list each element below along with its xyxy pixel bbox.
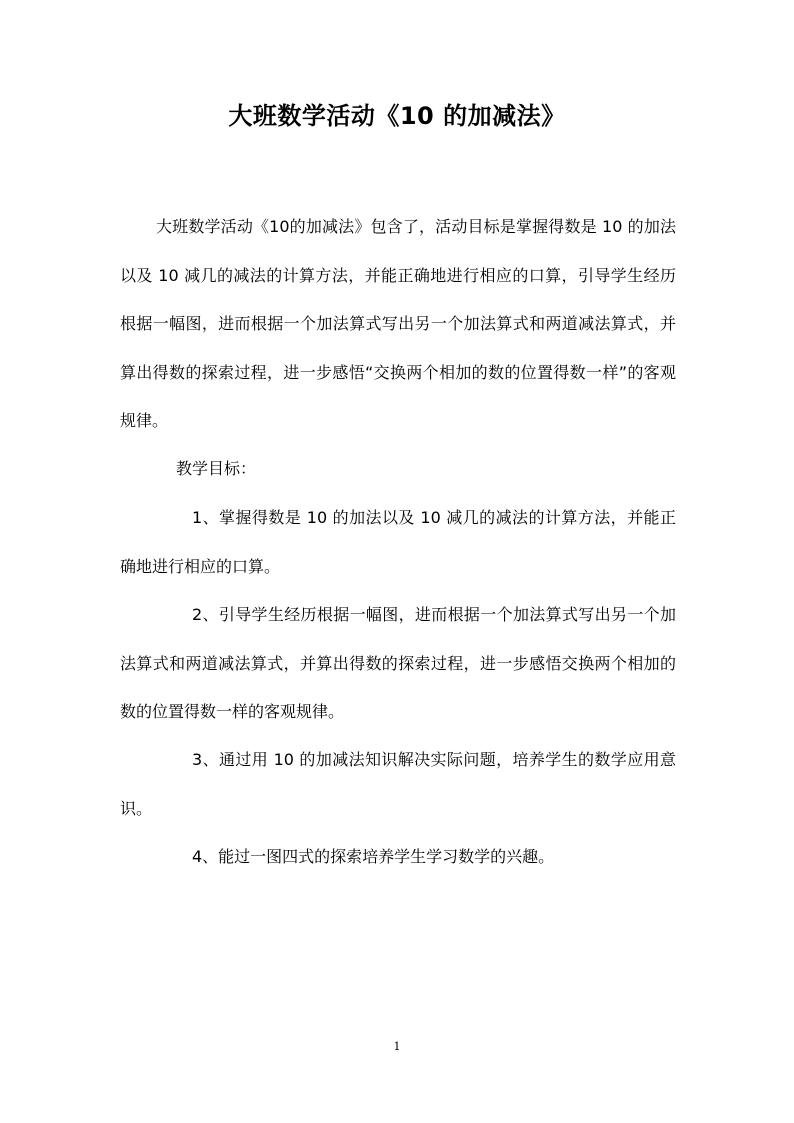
- intro-paragraph: 大班数学活动《10的加减法》包含了，活动目标是掌握得数是 10 的加法以及 10 减几的减法的计算方法，并能正确地进行相应的口算，引导学生经历根据一幅图，进而根据一个加法算式写出另一个加法算式和两道减法算式，并算出得数的探索过程，进一步感悟“交换两个相加的数的位置得数一样”的客观规律。: [120, 217, 676, 430]
- page-number: 1: [393, 1040, 401, 1053]
- goals-heading: 教学目标：: [176, 459, 257, 478]
- document-title: 大班数学活动《10 的加减法》: [228, 102, 566, 130]
- goal-item-3: 3、通过用 10 的加减法知识解决实际问题，培养学生的数学应用意识。: [120, 750, 676, 818]
- goal-item-4: 4、能过一图四式的探索培养学生学习数学的兴趣。: [192, 847, 555, 866]
- goal-item-1: 1、掌握得数是 10 的加法以及 10 减几的减法的计算方法，并能正确地进行相应的口算。: [120, 508, 676, 576]
- goal-item-2: 2、引导学生经历根据一幅图，进而根据一个加法算式写出另一个加法算式和两道减法算式，并算出得数的探索过程，进一步感悟交换两个相加的数的位置得数一样的客观规律。: [120, 605, 676, 721]
